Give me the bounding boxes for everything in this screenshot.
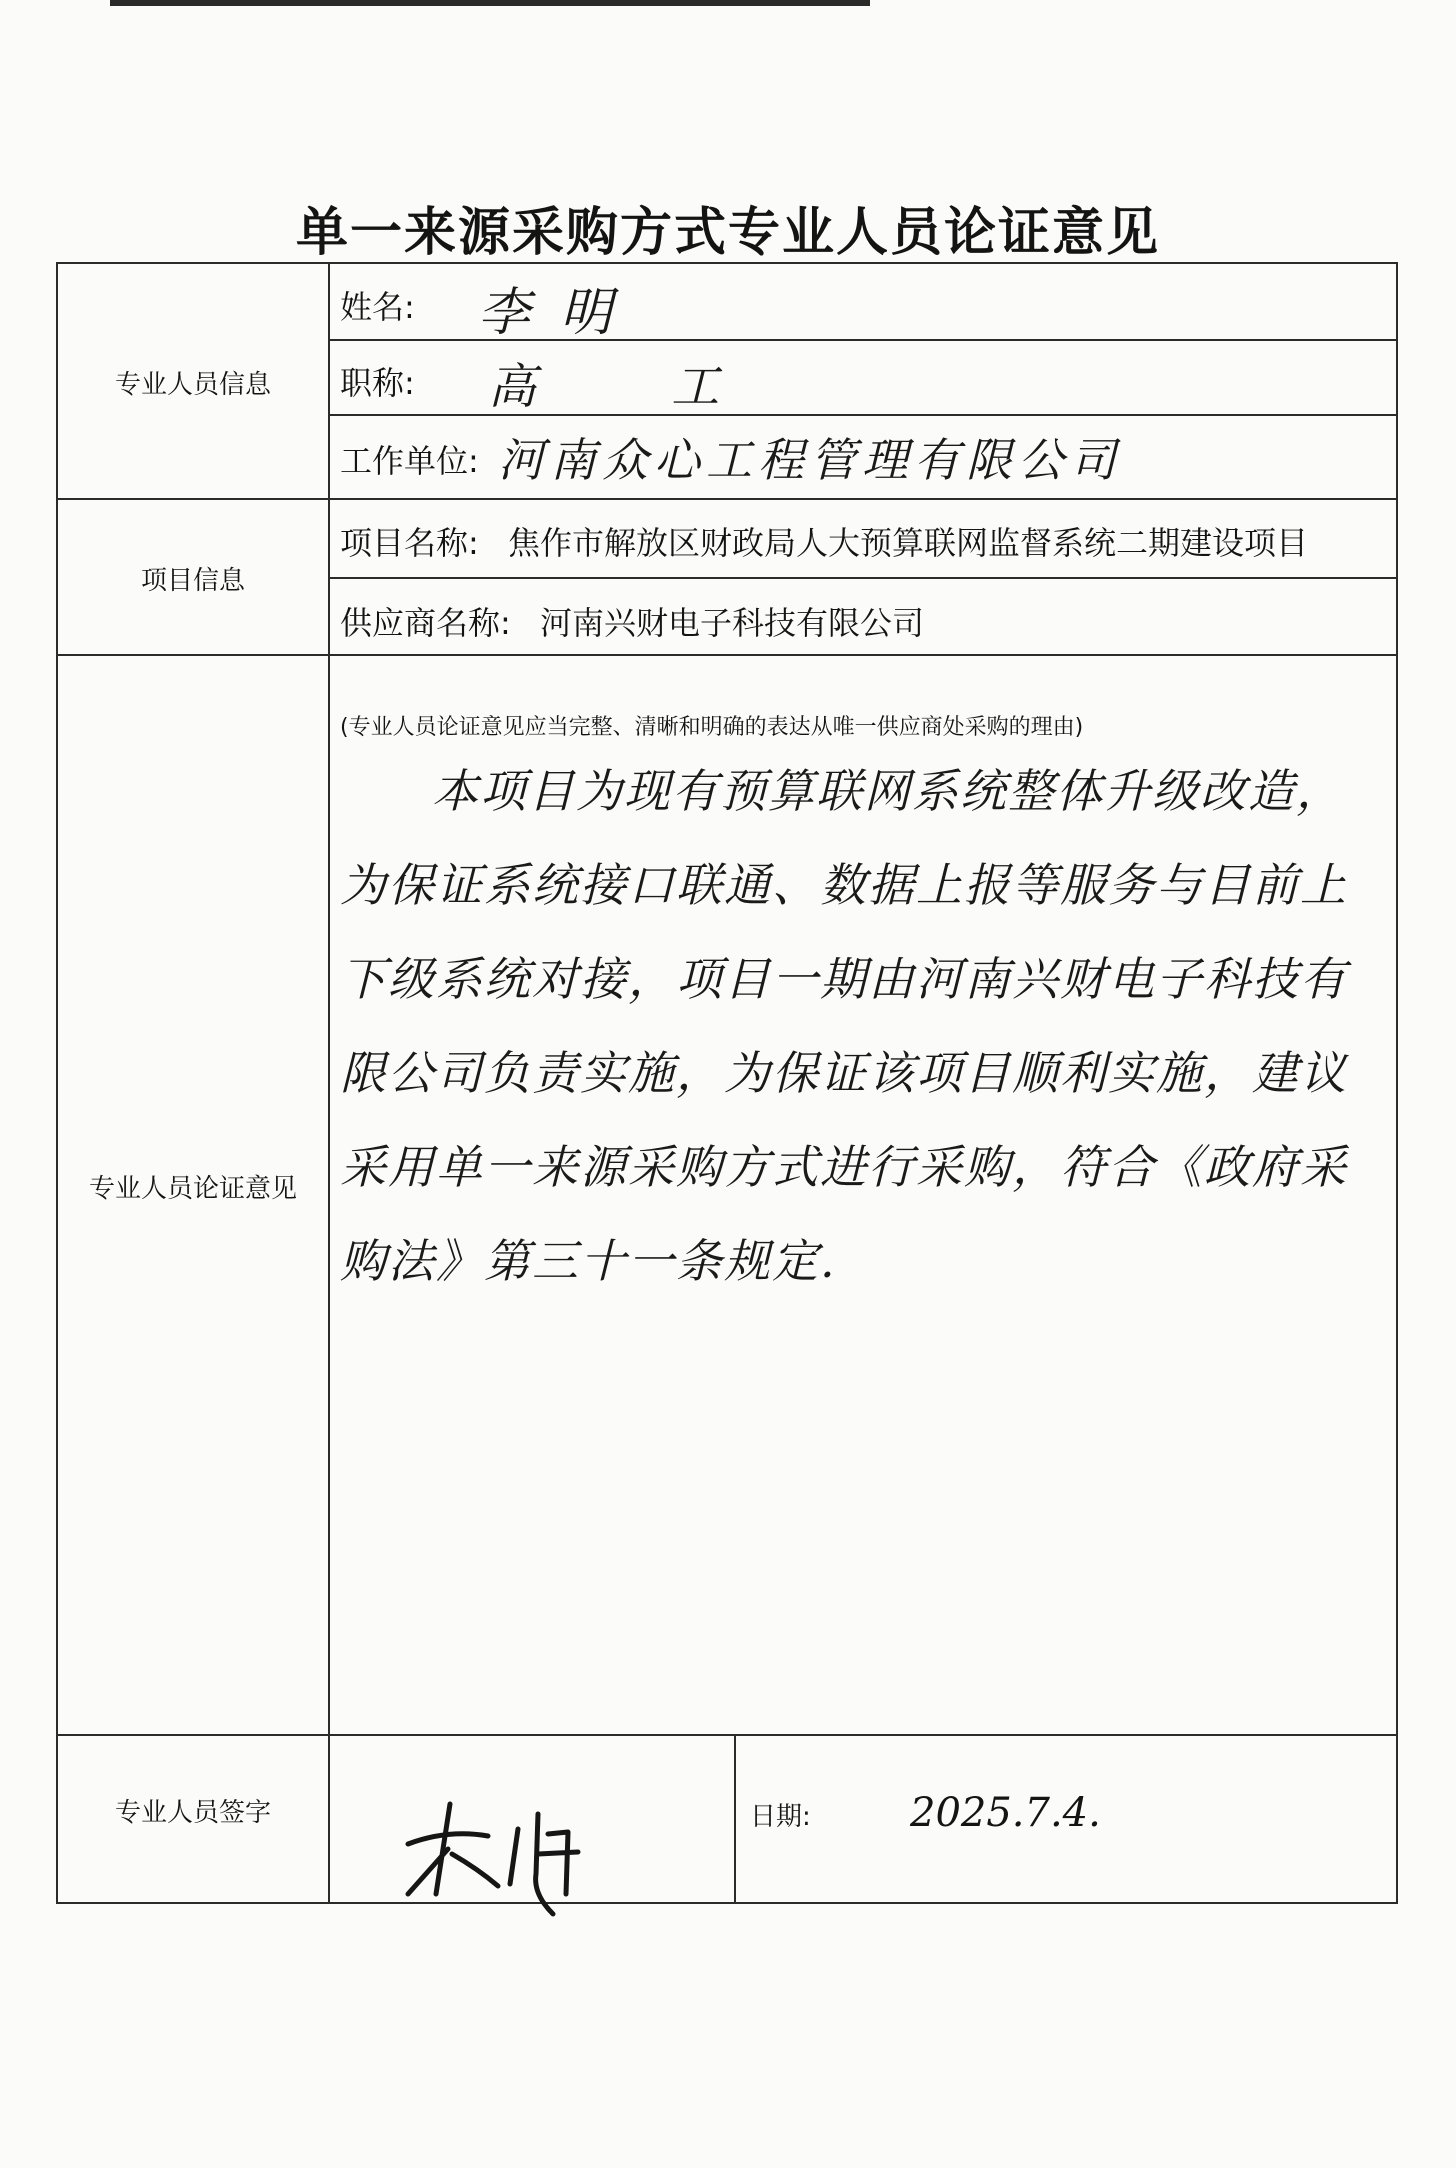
employer-label: 工作单位:: [340, 442, 479, 480]
opinion-form: [56, 262, 1398, 1904]
personnel-info-label: 专业人员信息: [114, 370, 271, 400]
signature-label: 专业人员签字: [114, 1798, 271, 1828]
name-value: 李明: [478, 283, 643, 343]
supplier-label: 供应商名称:: [340, 604, 511, 642]
supplier-value: 河南兴财电子科技有限公司: [540, 604, 925, 642]
title-value: 高 工: [488, 359, 720, 415]
section-rule: [58, 1734, 1398, 1736]
label-column-divider: [328, 264, 330, 1904]
title-label: 职称:: [340, 364, 415, 402]
scan-top-edge: [110, 0, 870, 6]
opinion-handwritten-text: 本项目为现有预算联网系统整体升级改造，为保证系统接口联通、数据上报等服务与目前上下级系统对接，项目一期由河南兴财电子科技有限公司负责实施，为保证该项目顺利实施，建议采用单一来源采购方式进行采购，符合《政府采购法》第三十一条规定.: [340, 764, 1348, 1288]
project-name-label: 项目名称:: [340, 524, 479, 562]
project-name-value: 焦作市解放区财政局人大预算联网监督系统二期建设项目: [508, 524, 1309, 562]
section-rule: [58, 654, 1398, 656]
handwritten-signature: [388, 1774, 628, 1924]
opinion-label: 专业人员论证意见: [88, 1174, 297, 1204]
employer-value: 河南众心工程管理有限公司: [498, 433, 1122, 487]
project-info-label: 项目信息: [140, 566, 245, 596]
date-cell-divider: [734, 1734, 736, 1904]
document-title: 单一来源采购方式专业人员论证意见: [295, 203, 1160, 263]
date-value: 2025.7.4.: [910, 1790, 1101, 1836]
opinion-instruction: (专业人员论证意见应当完整、清晰和明确的表达从唯一供应商处采购的理由): [340, 715, 1084, 740]
date-label: 日期:: [750, 1802, 811, 1832]
row-rule: [328, 577, 1398, 579]
name-label: 姓名:: [340, 288, 415, 326]
section-rule: [58, 498, 1398, 500]
